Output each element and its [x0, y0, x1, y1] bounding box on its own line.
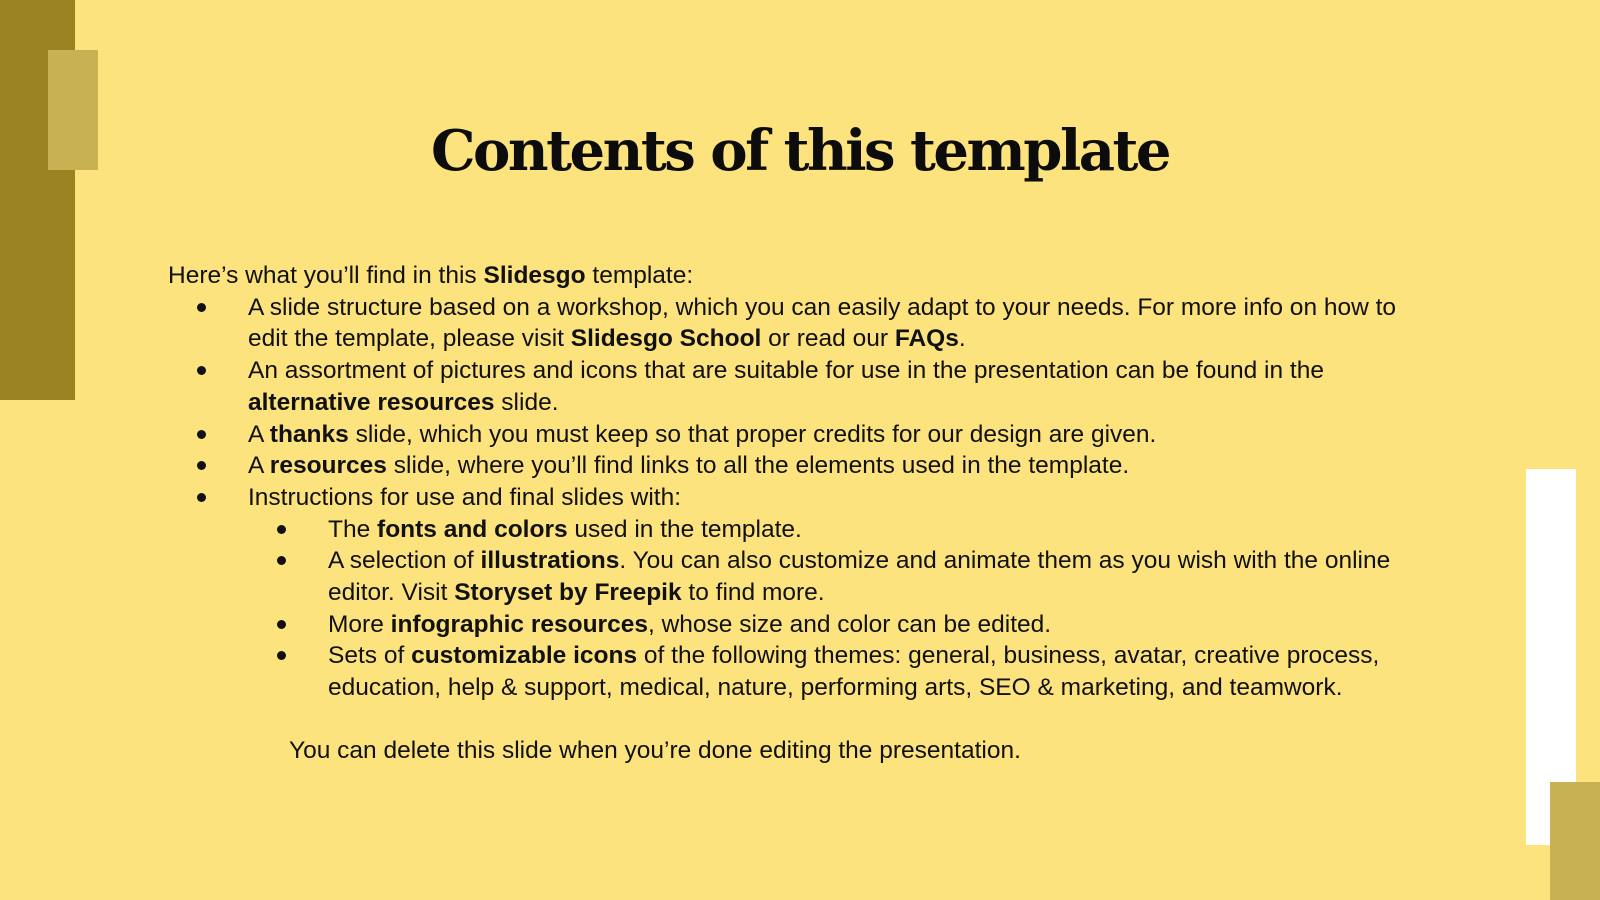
bullet-dot-icon: [197, 303, 206, 312]
bullet-dot-icon: [197, 461, 206, 470]
bullet-dot-icon: [197, 493, 206, 502]
sub-bullet-illustrations: [168, 545, 1428, 608]
bullet-bold: fonts and colors: [377, 515, 568, 543]
bullet-list: [168, 292, 1428, 514]
bullet-bold: customizable icons: [411, 642, 638, 670]
bullet-text: of the following themes: general, business, avatar, creative process, education, help & support, medical, nature, performing arts, SEO & marketing, and teamwork.: [328, 642, 1380, 702]
bullet-bold: thanks: [269, 420, 349, 448]
sub-bullet-icons: [168, 640, 1428, 703]
bullet-text: slide, where you’ll find links to all the elements used in the template.: [386, 452, 1130, 480]
brand-name: Slidesgo: [483, 262, 586, 289]
bullet-dot-icon: [197, 366, 206, 375]
bullet-text: to find more.: [681, 579, 825, 607]
bullet-bold: alternative resources: [248, 388, 495, 416]
faqs-link: FAQs: [894, 325, 959, 353]
bullet-text: slide.: [494, 388, 559, 416]
bullet-item-resources: [168, 450, 1428, 482]
bullet-bold: illustrations: [480, 547, 620, 575]
slide-title: Contents of this template: [430, 118, 1169, 184]
bullet-item-slide-structure: [168, 292, 1428, 355]
bullet-text: An assortment of pictures and icons that are suitable for use in the presentation can be found in the: [248, 357, 1324, 385]
bullet-text: slide, which you must keep so that proper credits for our design are given.: [348, 420, 1157, 448]
bullet-dot-icon: [277, 620, 286, 629]
bullet-bold: resources: [269, 452, 387, 480]
bullet-text: More: [328, 610, 391, 638]
bullet-item-instructions: [168, 482, 1428, 514]
bullet-text: A: [248, 452, 270, 480]
sub-bullet-list: [168, 514, 1428, 704]
bullet-text: The: [328, 515, 378, 543]
bullet-text: or read our: [761, 325, 895, 353]
bullet-bold: infographic resources: [390, 610, 648, 638]
bullet-text: A slide structure based on a workshop, which you can easily adapt to your needs. For more info on how to edit the template, please visit: [248, 293, 1397, 353]
slidesgo-school-link: Slidesgo School: [570, 325, 762, 353]
bullet-text: , whose size and color can be edited.: [647, 610, 1052, 638]
bullet-text: .: [958, 325, 966, 353]
bullet-text: A: [248, 420, 270, 448]
storyset-link: Storyset by Freepik: [454, 579, 682, 607]
bullet-text: Instructions for use and final slides with:: [248, 483, 682, 511]
intro-suffix: template:: [585, 262, 694, 289]
sub-bullet-infographics: [168, 609, 1428, 641]
bullet-item-thanks: [168, 419, 1428, 451]
intro-prefix: Here’s what you’ll find in this: [168, 262, 484, 289]
bullet-text: Sets of: [328, 642, 412, 670]
sub-bullet-fonts-colors: [168, 514, 1428, 546]
bullet-dot-icon: [277, 556, 286, 565]
bullet-text: used in the template.: [567, 515, 802, 543]
bullet-dot-icon: [277, 651, 286, 660]
bullet-text: A selection of: [328, 547, 481, 575]
bullet-item-alternative-resources: [168, 355, 1428, 418]
delete-slide-note: You can delete this slide when you’re done editing the presentation.: [289, 736, 1021, 764]
bullet-dot-icon: [197, 430, 206, 439]
bullet-dot-icon: [277, 525, 286, 534]
decorative-right-corner-block: [1550, 782, 1600, 900]
slide-body: [168, 260, 1428, 767]
intro-line: [168, 260, 1428, 292]
bullet-text: . You can also customize and animate them as you wish with the online editor. Visit: [328, 547, 1391, 607]
